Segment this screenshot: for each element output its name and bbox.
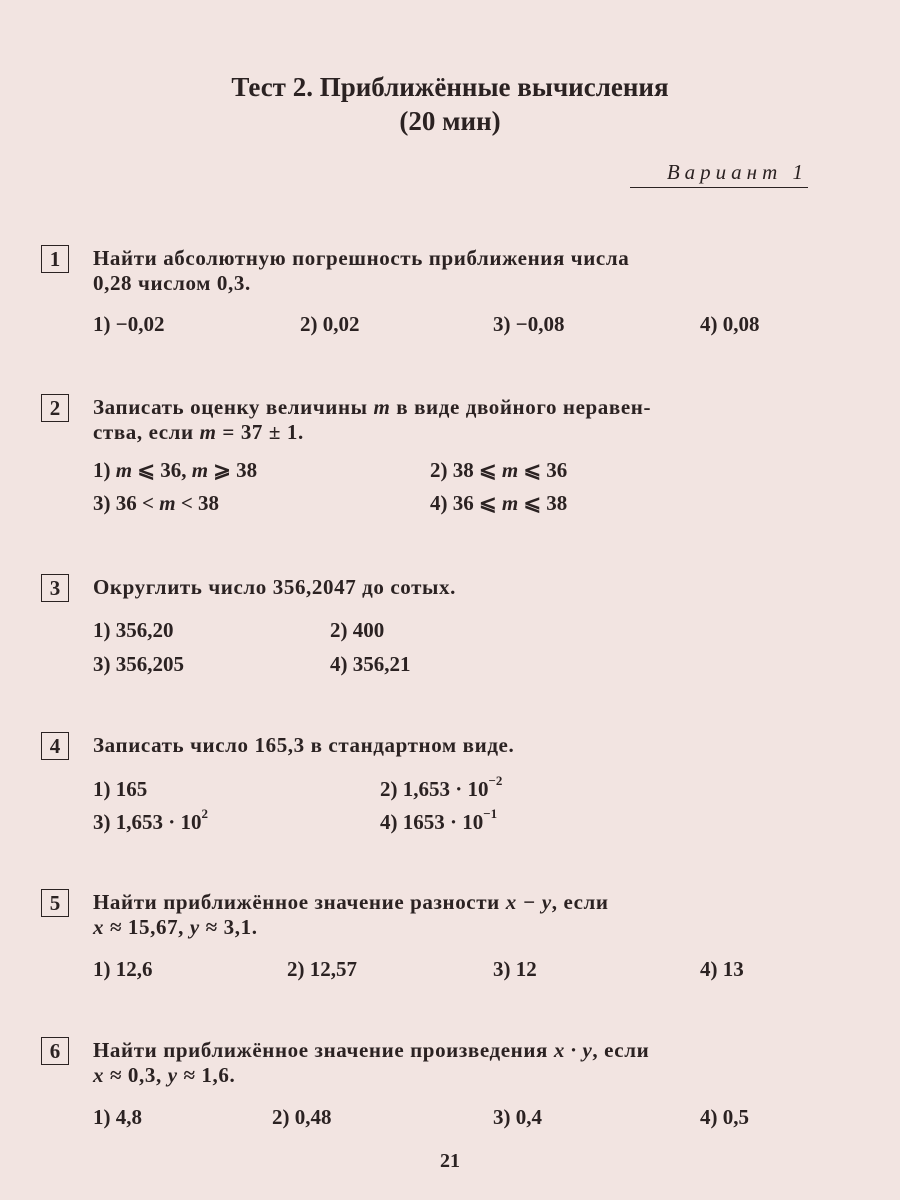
math-variable: x − y: [505, 890, 552, 914]
question-text: [93, 890, 609, 915]
answer-option: [493, 957, 537, 982]
text-segment: Найти приближённое значение произведения: [93, 1038, 554, 1062]
question-text: [93, 915, 258, 940]
variant-label: Вариант 1: [630, 160, 808, 188]
text-segment: 0,28 числом 0,3.: [93, 271, 251, 295]
text-segment: 1) 165: [93, 777, 148, 801]
text-segment: 3) −0,08: [493, 312, 565, 336]
math-variable: m: [191, 458, 209, 482]
answer-option: [430, 491, 567, 516]
math-variable: m: [199, 420, 217, 444]
answer-option: [93, 312, 164, 337]
text-segment: ≈ 15,67,: [104, 915, 190, 939]
text-segment: Записать число 165,3 в стандартном виде.: [93, 733, 515, 757]
text-segment: 4) 0,08: [700, 312, 760, 336]
exponent: −1: [483, 806, 498, 821]
question-number-5: 5: [41, 889, 69, 917]
answer-option: [93, 957, 153, 982]
text-segment: 4) 356,21: [330, 652, 411, 676]
text-segment: 4) 36 ⩽: [430, 491, 502, 515]
text-segment: ≈ 1,6.: [177, 1063, 236, 1087]
answer-option: [93, 1105, 142, 1130]
question-text: [93, 1038, 649, 1063]
page-number: 21: [440, 1150, 460, 1172]
math-variable: m: [115, 458, 133, 482]
answer-option: [700, 957, 744, 982]
math-variable: y: [189, 915, 200, 939]
text-segment: 1): [93, 458, 116, 482]
text-segment: = 37 ± 1.: [216, 420, 304, 444]
question-number-1: 1: [41, 245, 69, 273]
math-variable: y: [167, 1063, 178, 1087]
math-variable: m: [159, 491, 176, 515]
text-segment: 3) 1,653 · 10: [93, 810, 202, 834]
text-segment: 3) 356,205: [93, 652, 184, 676]
text-segment: ≈ 0,3,: [104, 1063, 168, 1087]
text-segment: 2) 1,653 · 10: [380, 777, 489, 801]
question-text: [93, 395, 651, 420]
text-segment: 4) 0,5: [700, 1105, 749, 1129]
question-number-3: 3: [41, 574, 69, 602]
text-segment: ⩽ 36,: [132, 458, 192, 482]
question-text: [93, 575, 456, 600]
answer-option: [93, 458, 257, 483]
question-text: [93, 246, 629, 271]
text-segment: 2) 0,48: [272, 1105, 332, 1129]
math-variable: m: [501, 458, 519, 482]
text-segment: 2) 38 ⩽: [430, 458, 502, 482]
answer-option: [330, 652, 411, 677]
text-segment: 2) 400: [330, 618, 385, 642]
answer-option: [272, 1105, 332, 1130]
answer-option: [93, 806, 208, 835]
text-segment: 3) 0,4: [493, 1105, 542, 1129]
question-number-6: 6: [41, 1037, 69, 1065]
answer-option: [300, 312, 360, 337]
text-segment: ≈ 3,1.: [199, 915, 258, 939]
answer-option: [493, 312, 564, 337]
text-segment: , если: [551, 890, 609, 914]
text-segment: 2) 0,02: [300, 312, 360, 336]
question-number-2: 2: [41, 394, 69, 422]
question-text: [93, 733, 514, 758]
text-segment: 2) 12,57: [287, 957, 357, 981]
text-segment: < 38: [175, 491, 220, 515]
answer-option: [93, 491, 219, 516]
text-segment: 4) 13: [700, 957, 744, 981]
answer-option: [93, 777, 147, 802]
text-segment: 1) −0,02: [93, 312, 165, 336]
math-variable: m: [501, 491, 519, 515]
text-segment: 3) 36 <: [93, 491, 160, 515]
exponent: −2: [488, 773, 503, 788]
math-variable: m: [373, 395, 391, 419]
text-segment: 3) 12: [493, 957, 537, 981]
question-text: [93, 1063, 235, 1088]
question-number-4: 4: [41, 732, 69, 760]
exponent: 2: [201, 806, 208, 821]
text-segment: 1) 12,6: [93, 957, 153, 981]
text-segment: Найти приближённое значение разности: [93, 890, 506, 914]
answer-option: [493, 1105, 542, 1130]
answer-option: [93, 652, 184, 677]
question-text: [93, 420, 304, 445]
page-subtitle-duration: (20 мин): [399, 106, 501, 136]
math-variable: x · y: [553, 1038, 593, 1062]
text-segment: ⩽ 36: [518, 458, 568, 482]
answer-option: [430, 458, 567, 483]
text-segment: 1) 4,8: [93, 1105, 142, 1129]
answer-option: [287, 957, 357, 982]
answer-option: [380, 773, 503, 802]
page-title: Тест 2. Приближённые вычисления: [231, 72, 669, 102]
answer-option: [330, 618, 384, 643]
answer-option: [700, 312, 760, 337]
answer-option: [93, 618, 174, 643]
text-segment: Записать оценку величины: [93, 395, 374, 419]
answer-option: [380, 806, 498, 835]
question-text: [93, 271, 251, 296]
text-segment: Округлить число 356,2047 до сотых.: [93, 575, 456, 599]
text-segment: в виде двойного неравен-: [390, 395, 652, 419]
answer-option: [700, 1105, 749, 1130]
text-segment: Найти абсолютную погрешность приближения числа: [93, 246, 630, 270]
text-segment: 1) 356,20: [93, 618, 174, 642]
text-segment: ⩽ 38: [518, 491, 568, 515]
text-segment: ства, если: [93, 420, 200, 444]
text-segment: ⩾ 38: [208, 458, 258, 482]
text-segment: , если: [592, 1038, 650, 1062]
math-variable: x: [93, 915, 105, 939]
text-segment: 4) 1653 · 10: [380, 810, 484, 834]
math-variable: x: [93, 1063, 105, 1087]
